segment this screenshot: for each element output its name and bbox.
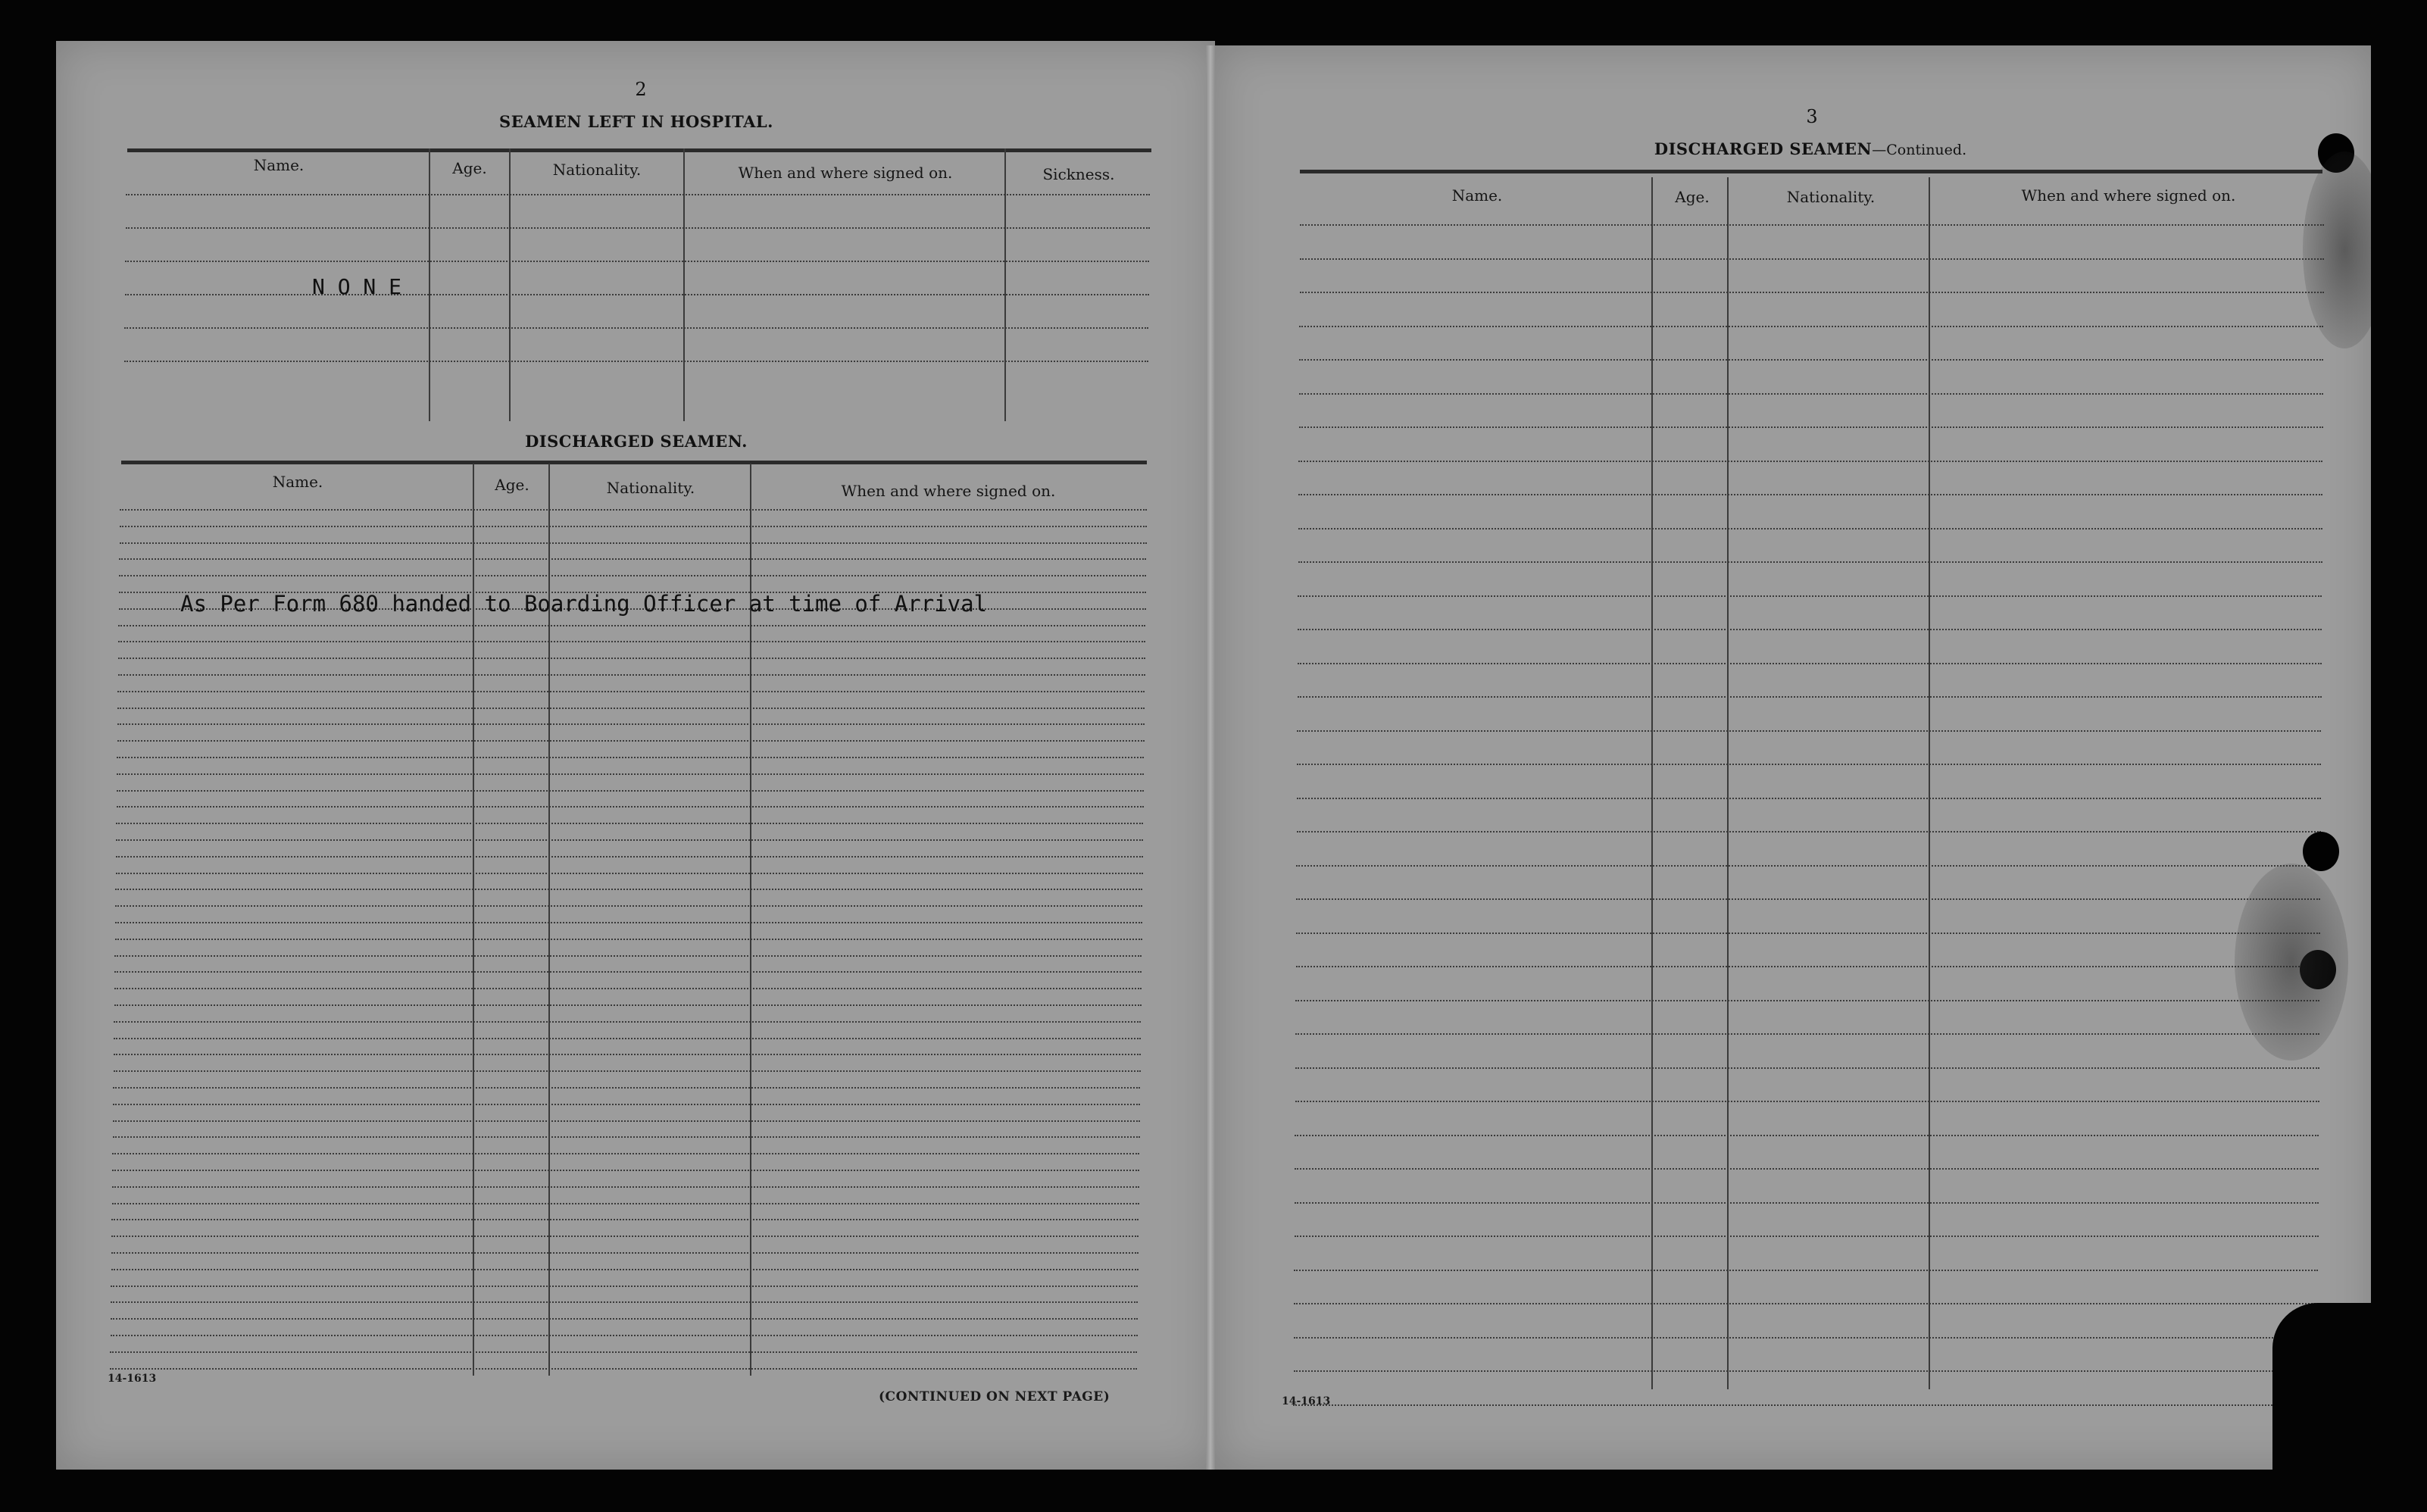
- ruled-line: [1297, 764, 2321, 765]
- ruled-line: [113, 1104, 1140, 1105]
- column-divider: [429, 148, 430, 421]
- discharged-continued-title: [1591, 139, 2030, 158]
- ruled-line: [113, 1120, 1140, 1122]
- ruled-line: [1295, 1101, 2319, 1102]
- ruled-line: [114, 955, 1142, 957]
- ruled-line: [1300, 258, 2324, 260]
- ruled-line: [1300, 224, 2324, 226]
- ruled-line: [114, 988, 1142, 989]
- ruled-line: [118, 641, 1145, 642]
- ruled-line: [116, 839, 1143, 841]
- hospital-entry-none: N O N E: [312, 274, 402, 299]
- discharged-section-title: DISCHARGED SEAMEN.: [525, 432, 748, 451]
- discharged-continued-title-suffix: —Continued.: [1872, 142, 1967, 158]
- ruled-line: [1298, 461, 2322, 462]
- ruled-line: [120, 509, 1147, 511]
- ruled-line: [125, 261, 1149, 262]
- ruled-line: [118, 674, 1145, 676]
- column-divider: [1929, 177, 1930, 1389]
- ruled-line: [111, 1301, 1138, 1303]
- right-col-when-where: When and where signed on.: [2021, 186, 2236, 205]
- page-fold: [1206, 45, 1215, 1470]
- ruled-line: [120, 542, 1147, 544]
- ruled-line: [111, 1219, 1139, 1220]
- ruled-line: [112, 1153, 1139, 1154]
- hospital-col-age: Age.: [452, 159, 487, 177]
- ruled-line: [117, 773, 1144, 775]
- right-edge-shadow: [2371, 0, 2427, 1512]
- ruled-line: [1296, 933, 2320, 934]
- right-col-name: Name.: [1451, 186, 1503, 205]
- ruled-line: [114, 1054, 1141, 1055]
- ruled-line: [1295, 1236, 2319, 1237]
- ruled-line: [1298, 595, 2322, 597]
- ruled-line: [115, 939, 1142, 940]
- ruled-line: [117, 708, 1145, 709]
- ruled-line: [1298, 528, 2322, 530]
- ruled-line: [1293, 1404, 2317, 1406]
- ruled-line: [117, 790, 1144, 792]
- left-form-number: 14-1613: [108, 1373, 157, 1385]
- ruled-line: [117, 740, 1145, 742]
- hospital-section-title: SEAMEN LEFT IN HOSPITAL.: [499, 112, 773, 131]
- ruled-line: [1295, 1033, 2319, 1035]
- ruled-line: [1297, 798, 2321, 799]
- ruled-line: [111, 1252, 1139, 1254]
- column-divider: [1004, 148, 1006, 421]
- ruled-line: [111, 1335, 1138, 1336]
- ruled-line: [117, 691, 1145, 692]
- stain-lower: [2235, 864, 2348, 1061]
- ruled-line: [1296, 898, 2320, 900]
- discharged-col-nationality: Nationality.: [606, 479, 695, 497]
- ruled-line: [110, 1351, 1137, 1353]
- ruled-line: [1299, 393, 2323, 395]
- ruled-line: [114, 1021, 1141, 1023]
- ruled-line: [117, 757, 1144, 758]
- ruled-line: [1298, 561, 2322, 563]
- ruled-line: [1298, 629, 2322, 630]
- right-page-number: 3: [1806, 106, 1818, 127]
- ruled-line: [113, 1136, 1140, 1138]
- ruled-line: [1299, 426, 2323, 428]
- ruled-line: [1294, 1337, 2318, 1339]
- ruled-line: [1295, 1202, 2319, 1204]
- hospital-col-name: Name.: [253, 156, 305, 174]
- ruled-line: [1296, 966, 2320, 967]
- ruled-line: [110, 1368, 1137, 1370]
- right-top-rule: [1300, 170, 2322, 173]
- hospital-top-rule: [127, 148, 1151, 152]
- ruled-line: [115, 905, 1142, 907]
- column-divider: [1651, 177, 1653, 1389]
- ruled-line: [118, 625, 1145, 626]
- ruled-line: [116, 823, 1143, 824]
- ruled-line: [117, 723, 1145, 725]
- ruled-line: [119, 558, 1146, 560]
- hospital-col-sickness: Sickness.: [1042, 165, 1115, 183]
- ruled-line: [1294, 1370, 2318, 1372]
- ruled-line: [1299, 359, 2323, 361]
- left-page-number: 2: [635, 79, 647, 100]
- ruled-line: [111, 1318, 1138, 1320]
- ruled-line: [119, 575, 1146, 576]
- hospital-col-nationality: Nationality.: [552, 161, 642, 179]
- ruled-line: [125, 294, 1149, 295]
- column-divider: [509, 148, 511, 421]
- ruled-line: [1294, 1270, 2318, 1271]
- discharged-col-name: Name.: [272, 473, 323, 491]
- ruled-line: [114, 1004, 1142, 1006]
- ruled-line: [116, 873, 1143, 874]
- discharged-col-age: Age.: [495, 476, 529, 494]
- ruled-line: [1298, 663, 2322, 664]
- discharged-col-when-where: When and where signed on.: [841, 482, 1056, 500]
- ruled-line: [111, 1236, 1139, 1237]
- column-divider: [1727, 177, 1729, 1389]
- hospital-col-when-where: When and where signed on.: [738, 164, 953, 182]
- ruled-line: [1300, 292, 2324, 293]
- discharged-entry-note: As Per Form 680 handed to Boarding Officer at time of Arrival: [180, 591, 988, 617]
- ruled-line: [115, 889, 1142, 890]
- discharged-top-rule: [121, 461, 1147, 464]
- ruled-line: [114, 1070, 1141, 1072]
- ruled-line: [1294, 1303, 2318, 1304]
- ruled-line: [112, 1203, 1139, 1204]
- ruled-line: [114, 971, 1142, 973]
- ruled-line: [1298, 494, 2322, 495]
- right-form-number: 14-1613: [1282, 1395, 1331, 1407]
- right-col-age: Age.: [1675, 188, 1710, 206]
- ruled-line: [113, 1087, 1140, 1089]
- ruled-line: [114, 1038, 1141, 1039]
- ruled-line: [1299, 326, 2323, 327]
- ruled-line: [126, 227, 1150, 229]
- ruled-line: [116, 856, 1143, 858]
- ruled-line: [1295, 1135, 2319, 1136]
- ruled-line: [111, 1286, 1138, 1287]
- ruled-line: [117, 806, 1144, 808]
- continued-footer: (CONTINUED ON NEXT PAGE): [879, 1389, 1110, 1404]
- ruled-line: [1295, 1000, 2319, 1001]
- ruled-line: [1295, 1067, 2319, 1069]
- ruled-line: [124, 361, 1148, 362]
- ruled-line: [118, 658, 1145, 659]
- ruled-line: [1298, 696, 2322, 698]
- ruled-line: [1297, 831, 2321, 833]
- ruled-line: [1295, 1168, 2319, 1170]
- left-page: [56, 41, 1215, 1470]
- ruled-line: [112, 1186, 1139, 1188]
- column-divider: [683, 148, 685, 421]
- ruled-line: [112, 1170, 1139, 1171]
- right-col-nationality: Nationality.: [1786, 188, 1876, 206]
- punch-hole-middle: [2303, 832, 2339, 871]
- ruled-line: [1297, 730, 2321, 732]
- ruled-line: [1296, 865, 2320, 867]
- discharged-continued-title-main: DISCHARGED SEAMEN: [1654, 139, 1873, 158]
- ruled-line: [111, 1269, 1139, 1270]
- torn-corner: [2272, 1303, 2379, 1485]
- ruled-line: [124, 327, 1148, 329]
- ruled-line: [126, 194, 1150, 195]
- ruled-line: [120, 526, 1147, 527]
- ruled-line: [115, 922, 1142, 923]
